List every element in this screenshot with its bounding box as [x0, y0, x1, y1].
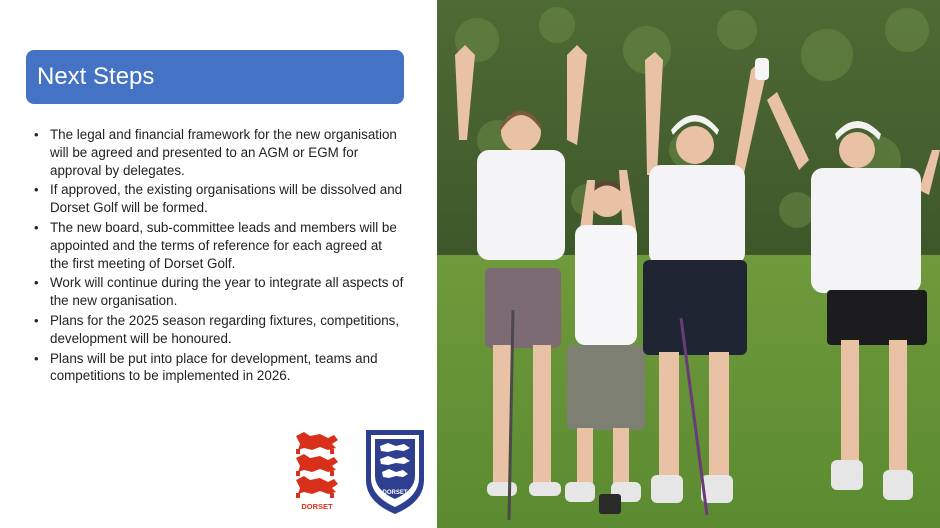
bullet-text: Plans will be put into place for development, teams and competitions to be implemented in 2026.	[50, 350, 378, 384]
slide-title: Next Steps	[37, 63, 155, 90]
bullet-text: Plans for the 2025 season regarding fixtures, competitions, development will be honoured.	[50, 312, 400, 346]
bullet-dot: •	[34, 127, 39, 142]
shield-logo-caption: DORSET	[382, 490, 408, 496]
golfers-photo	[437, 0, 940, 528]
dorset-shield-logo	[364, 428, 426, 516]
golf-bag-icon	[599, 494, 621, 514]
dorset-lions-logo	[290, 430, 344, 512]
bullet-dot: •	[34, 219, 39, 235]
bullet-dot: •	[34, 312, 39, 328]
bullet-item	[34, 181, 404, 217]
bullet-dot: •	[34, 275, 39, 291]
bullet-dot: •	[34, 350, 39, 366]
lions-logo-caption: DORSET	[301, 502, 333, 511]
bullet-dot: •	[34, 182, 39, 198]
bullet-item	[34, 274, 404, 310]
bullet-list	[34, 126, 404, 387]
bullet-item	[34, 312, 404, 348]
bullet-text: The legal and financial framework for the new organisation will be agreed and presented to an AGM or EGM for approval by delegates.	[50, 127, 397, 178]
lion-icon	[296, 432, 338, 454]
bullet-text: Work will continue during the year to integrate all aspects of the new organisation.	[50, 275, 404, 309]
bullet-item	[34, 350, 404, 386]
title-bar	[26, 50, 404, 104]
bullet-text: The new board, sub-committee leads and members will be appointed and the terms of reference for each agreed at the first meeting of Dorset Golf.	[50, 219, 397, 271]
bullet-item	[34, 126, 404, 179]
lion-icon	[296, 454, 338, 476]
bullet-item	[34, 219, 404, 272]
text-pane	[0, 0, 437, 528]
bullet-text: If approved, the existing organisations will be dissolved and Dorset Golf will be formed.	[50, 182, 403, 216]
lion-icon	[296, 476, 338, 498]
